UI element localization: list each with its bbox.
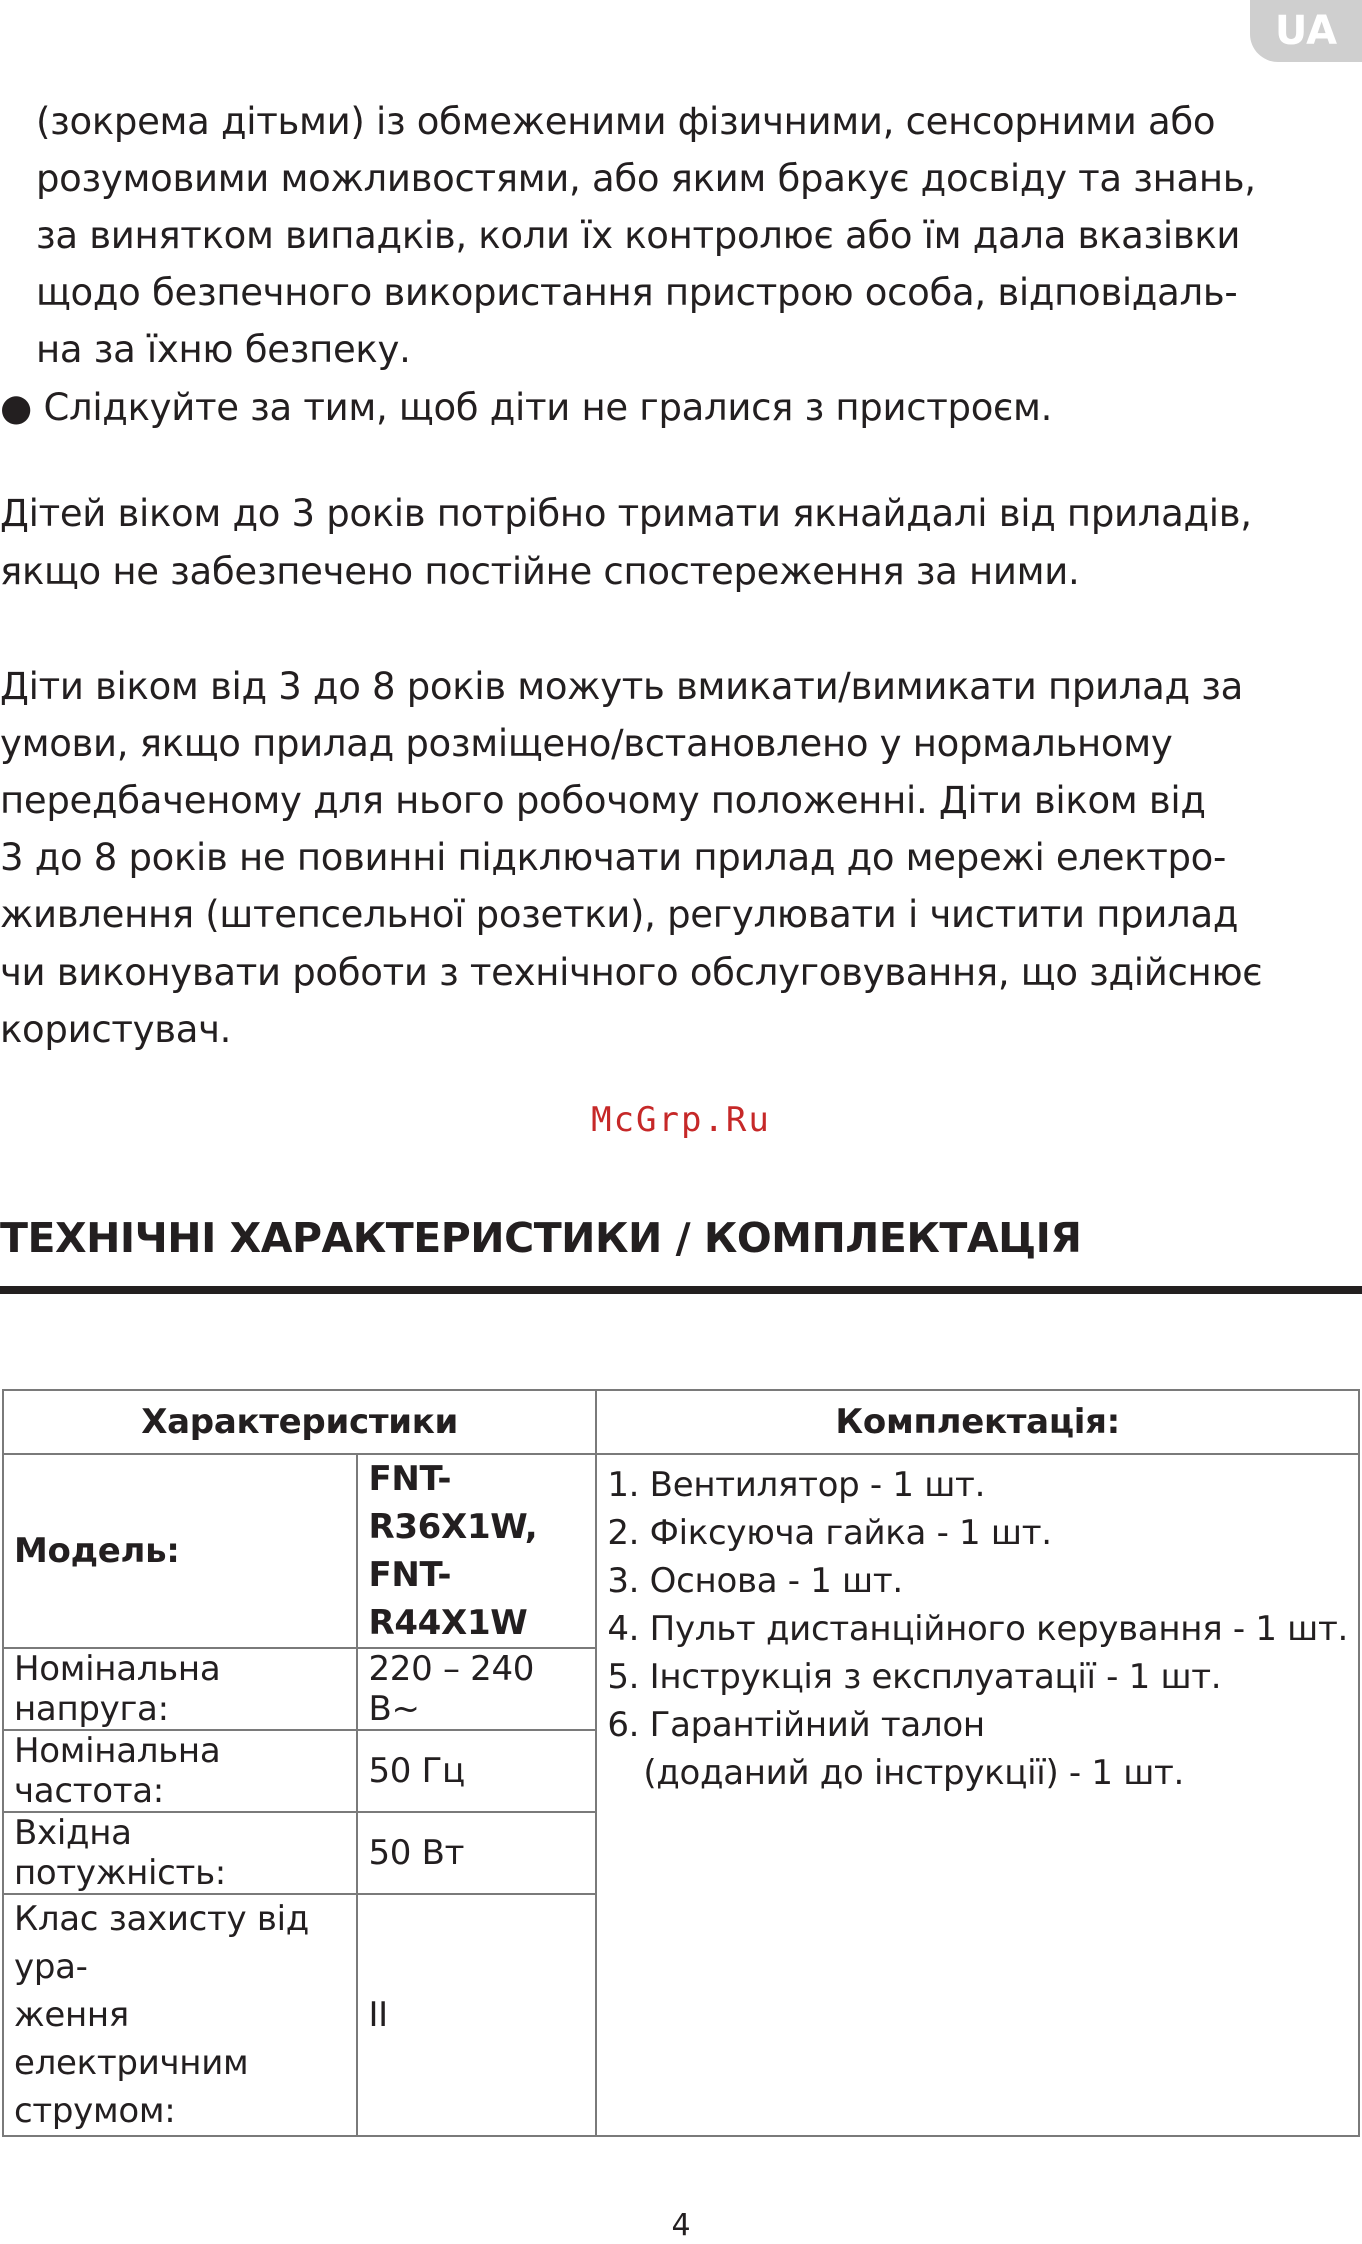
value-voltage: 220 – 240 В~ [357,1648,596,1730]
text-line: Дітей віком до 3 років потрібно тримати якнайдалі від приладів, [0,492,1252,535]
text-line: умови, якщо прилад розміщено/встановлено у нормальному [0,722,1173,765]
label-protection-class [3,1894,357,2136]
header-kit: Комплектація: [596,1390,1359,1454]
kit-list [596,1454,1359,2136]
label-line: ження електричним [14,1995,249,2083]
label-line: Клас захисту від ура- [14,1899,309,1987]
text-line: за винятком випадків, коли їх контролює або їм дала вказівки [36,214,1241,257]
label-model: Модель: [3,1454,357,1648]
text-line: 3 до 8 років не повинні підключати прилад до мережі електро- [0,836,1227,879]
list-item: 5. Інструкція з експлуатації - 1 шт. [607,1657,1222,1697]
list-item: 1. Вентилятор - 1 шт. [607,1465,986,1505]
list-item: 4. Пульт дистанційного керування - 1 шт. [607,1609,1348,1649]
table-row [3,1454,1359,1648]
section-title: ТЕХНІЧНІ ХАРАКТЕРИСТИКИ / КОМПЛЕКТАЦІЯ [0,1214,1082,1262]
label-line: струмом: [14,2091,176,2131]
list-item: 2. Фіксуюча гайка - 1 шт. [607,1513,1052,1553]
text-line: передбаченому для нього робочому положенні. Діти віком від [0,779,1206,822]
section-divider [0,1286,1362,1294]
value-protection-class: II [357,1894,596,2136]
text-line: Діти віком від 3 до 8 років можуть вмикати/вимикати прилад за [0,665,1244,708]
label-voltage: Номінальна напруга: [3,1648,357,1730]
model-line: FNT-R36X1W, [368,1459,538,1547]
text-line: на за їхню безпеку. [36,328,411,371]
value-model [357,1454,596,1648]
text-line: щодо безпечного використання пристрою особа, відповідаль- [36,271,1238,314]
text-line: користувач. [0,1008,232,1051]
text-line: чи виконувати роботи з технічного обслуговування, що здійснює [0,951,1263,994]
list-item: 6. Гарантійний талон [607,1705,985,1745]
bullet-item: ● Слідкуйте за тим, щоб діти не гралися з пристроєм. [0,386,1053,429]
model-line: FNT-R44X1W [368,1555,528,1643]
text-line: розумовими можливостями, або яким бракує досвіду та знань, [36,157,1256,200]
language-badge: UA [1250,0,1362,62]
header-characteristics: Характеристики [3,1390,596,1454]
text-line: якщо не забезпечено постійне спостереження за ними. [0,550,1080,593]
page-number: 4 [671,2208,691,2243]
list-item: 3. Основа - 1 шт. [607,1561,903,1601]
spec-table-header [3,1390,1359,1454]
text-line: (зокрема дітьми) із обмеженими фізичними, сенсорними або [36,100,1216,143]
spec-table [2,1389,1360,2137]
list-item: (доданий до інструкції) - 1 шт. [643,1753,1185,1793]
text-line: живлення (штепсельної розетки), регулювати і чистити прилад [0,893,1239,936]
label-frequency: Номінальна частота: [3,1730,357,1812]
watermark: McGrp.Ru [591,1100,771,1140]
value-power: 50 Вт [357,1812,596,1894]
value-frequency: 50 Гц [357,1730,596,1812]
label-power: Вхідна потужність: [3,1812,357,1894]
